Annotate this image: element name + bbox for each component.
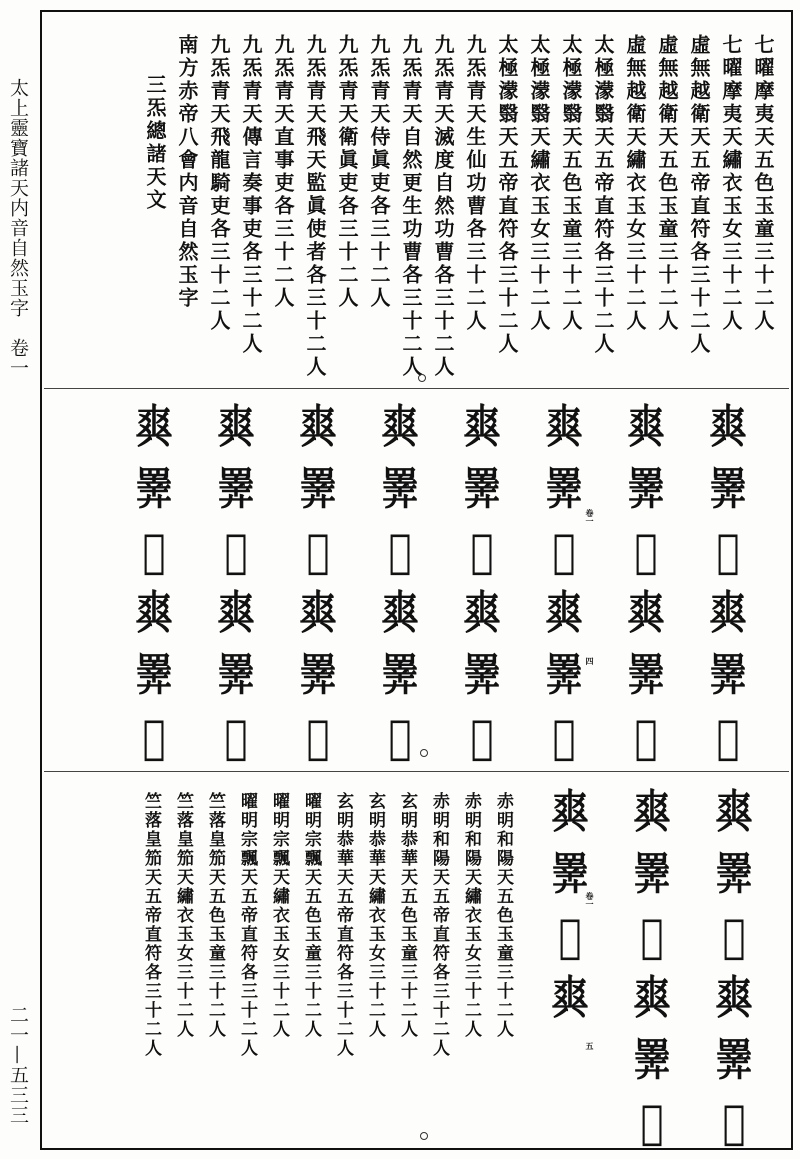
seal-glyph: 𢍰 [709, 462, 747, 516]
text-column: 九炁青天滅度自然功曹各三十二人 [431, 34, 455, 379]
text-column: 太極濛翳天五帝直符各三十二人 [591, 34, 615, 356]
text-column: 赤明和陽天五帝直符各三十二人 [429, 792, 449, 1058]
text-column: 九炁青天直事吏各三十二人 [271, 34, 295, 310]
folio-mark-mid: 卷一 [585, 509, 595, 525]
seal-column [693, 786, 775, 1148]
seal-glyph: 𢧐 [722, 909, 746, 963]
seal-glyph: 𤕤 [299, 400, 337, 454]
seal-glyph: 𢧐 [634, 524, 658, 578]
seal-glyph: 𢍰 [217, 648, 255, 702]
text-column: 三炁總諸天文 [143, 74, 167, 212]
text-column: 九炁青天飛天監眞使者各三十二人 [303, 34, 327, 379]
seal-column [113, 401, 195, 772]
seal-glyph: 𢍰 [715, 847, 753, 901]
text-column: 七曜摩夷天五色玉童三十二人 [751, 34, 775, 333]
seal-glyph: 𤕤 [381, 400, 419, 454]
seal-column [529, 786, 611, 1148]
top-panel [44, 12, 789, 389]
seal-column [523, 401, 605, 772]
text-column: 曜明宗飄天五色玉童三十二人 [301, 792, 321, 1039]
seal-glyph: 𢧐 [640, 1095, 664, 1148]
text-column: 九炁青天飛龍騎吏各三十二人 [207, 34, 231, 333]
text-column: 虛無越衛天繡衣玉女三十二人 [623, 34, 647, 333]
seal-glyph: 𢍰 [299, 648, 337, 702]
text-column: 竺落皇笳天五色玉童三十二人 [205, 792, 225, 1039]
margin-book-title: 太上靈寶諸天内音自然玉字 卷一 [7, 78, 29, 378]
seal-glyph: 𢧐 [558, 909, 582, 963]
text-column: 太極濛翳天繡衣玉女三十二人 [527, 34, 551, 333]
text-column: 曜明宗飄天繡衣玉女三十二人 [269, 792, 289, 1039]
middle-panel [44, 389, 789, 772]
seal-glyph: 𢧐 [306, 524, 330, 578]
bottom-text-columns [135, 792, 519, 1058]
seal-glyph: 𤕤 [135, 586, 173, 640]
seal-glyph: 𤕤 [633, 785, 671, 839]
seal-column [441, 401, 523, 772]
text-column: 九炁青天自然更生功曹各三十二人 [399, 34, 423, 379]
seal-glyph: 𢧐 [224, 710, 248, 764]
text-column: 赤明和陽天繡衣玉女三十二人 [461, 792, 481, 1039]
seal-glyph: 𢍰 [135, 648, 173, 702]
seal-column [605, 401, 687, 772]
text-column: 太極濛翳天五帝直符各三十二人 [495, 34, 519, 356]
seal-glyph: 𤕤 [463, 400, 501, 454]
seal-glyph: 𢍰 [627, 462, 665, 516]
seal-glyph: 𢧐 [552, 710, 576, 764]
seal-glyph: 𤕤 [217, 586, 255, 640]
text-column: 九炁青天生仙功曹各三十二人 [463, 34, 487, 333]
seal-glyph: 𤕤 [551, 971, 589, 1025]
text-column: 玄明恭華天五帝直符各三十二人 [333, 792, 353, 1058]
text-column: 竺落皇笳天繡衣玉女三十二人 [173, 792, 193, 1039]
folio-mark-bot: 卷一 [585, 892, 595, 908]
text-column: 九炁青天衛眞吏各三十二人 [335, 34, 359, 310]
seal-glyph: 𤕤 [299, 586, 337, 640]
text-column: 虛無越衛天五帝直符各三十二人 [687, 34, 711, 356]
seal-glyph: 𢧐 [306, 710, 330, 764]
seal-glyph: 𢍰 [627, 648, 665, 702]
text-column: 太極濛翳天五色玉童三十二人 [559, 34, 583, 333]
seal-glyph: 𢍰 [217, 462, 255, 516]
seal-glyph: 𢧐 [552, 524, 576, 578]
seal-glyph: 𤕤 [381, 586, 419, 640]
folio-num-mid: 四 [585, 657, 595, 665]
binding-hole-mark [418, 374, 426, 382]
text-column: 玄明恭華天五色玉童三十二人 [397, 792, 417, 1039]
seal-glyph: 𤕤 [709, 586, 747, 640]
seal-glyph: 𢍰 [135, 462, 173, 516]
seal-glyph: 𤕤 [463, 586, 501, 640]
text-column: 曜明宗飄天五帝直符各三十二人 [237, 792, 257, 1058]
page-frame [40, 10, 793, 1150]
text-column: 赤明和陽天五色玉童三十二人 [493, 792, 513, 1039]
text-column: 七曜摩夷天繡衣玉女三十二人 [719, 34, 743, 333]
seal-glyph: 𢍰 [551, 847, 589, 901]
seal-column [359, 401, 441, 772]
seal-glyph: 𢍰 [633, 1033, 671, 1087]
seal-glyph: 𢧐 [716, 524, 740, 578]
seal-glyph: 𢧐 [388, 524, 412, 578]
seal-glyph: 𤕤 [715, 785, 753, 839]
bottom-seal-columns [529, 786, 775, 1148]
margin-page-number: 二一—五三三 [7, 1005, 29, 1125]
seal-glyph: 𤕤 [633, 971, 671, 1025]
seal-glyph: 𤕤 [545, 586, 583, 640]
seal-glyph: 𢍰 [715, 1033, 753, 1087]
seal-script-columns [113, 401, 769, 772]
seal-glyph: 𢍰 [381, 462, 419, 516]
seal-glyph: 𢧐 [142, 710, 166, 764]
top-text-columns [139, 34, 779, 379]
binding-hole-mark [420, 749, 428, 757]
seal-glyph: 𢧐 [722, 1095, 746, 1148]
text-column: 竺落皇笳天五帝直符各三十二人 [141, 792, 161, 1058]
seal-glyph: 𢍰 [545, 648, 583, 702]
seal-glyph: 𢍰 [299, 462, 337, 516]
seal-glyph: 𢍰 [463, 648, 501, 702]
seal-glyph: 𤕤 [135, 400, 173, 454]
seal-glyph: 𤕤 [627, 400, 665, 454]
seal-glyph: 𤕤 [709, 400, 747, 454]
seal-glyph: 𢧐 [142, 524, 166, 578]
seal-glyph: 𢍰 [381, 648, 419, 702]
text-column: 九炁青天傳言奏事吏各三十二人 [239, 34, 263, 356]
seal-column [687, 401, 769, 772]
text-column: 南方赤帝八會内音自然玉字 [175, 34, 199, 310]
binding-hole-mark [420, 1132, 428, 1140]
seal-glyph: 𢍰 [463, 462, 501, 516]
seal-glyph: 𢧐 [634, 710, 658, 764]
seal-glyph: 𢍰 [633, 847, 671, 901]
seal-glyph: 𢍰 [709, 648, 747, 702]
seal-glyph: 𢧐 [716, 710, 740, 764]
seal-glyph: 𢧐 [470, 524, 494, 578]
text-column: 九炁青天侍眞吏各三十二人 [367, 34, 391, 310]
seal-glyph: 𤕤 [715, 971, 753, 1025]
seal-glyph: 𢧐 [224, 524, 248, 578]
bottom-panel [44, 772, 789, 1148]
seal-glyph: 𢧐 [388, 710, 412, 764]
text-column: 虛無越衛天五色玉童三十二人 [655, 34, 679, 333]
seal-glyph: 𤕤 [545, 400, 583, 454]
seal-glyph: 𤕤 [217, 400, 255, 454]
seal-glyph: 𢧐 [640, 909, 664, 963]
folio-num-bot: 五 [585, 1042, 595, 1050]
seal-column [195, 401, 277, 772]
text-column: 玄明恭華天繡衣玉女三十二人 [365, 792, 385, 1039]
seal-glyph: 𢍰 [545, 462, 583, 516]
seal-column [277, 401, 359, 772]
seal-glyph: 𤕤 [551, 785, 589, 839]
seal-glyph: 𢧐 [470, 710, 494, 764]
seal-column [611, 786, 693, 1148]
seal-glyph: 𤕤 [627, 586, 665, 640]
